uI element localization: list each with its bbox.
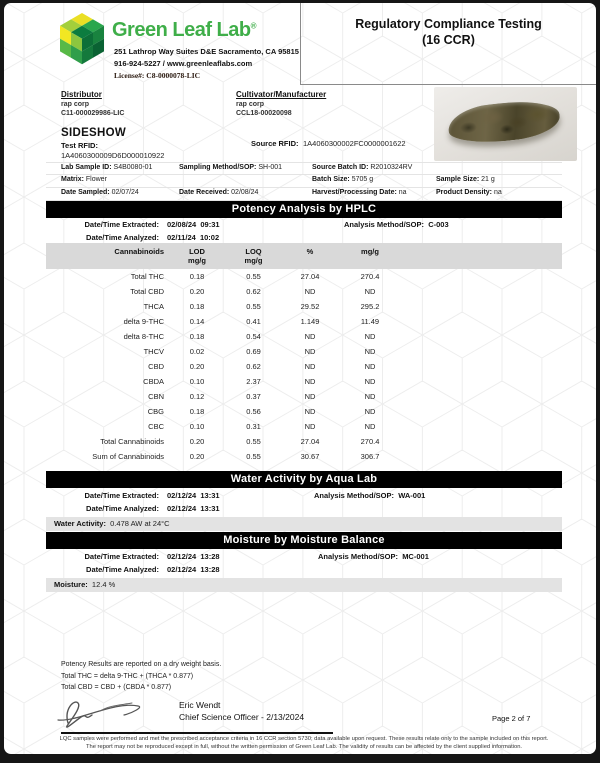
table-row <box>46 344 562 359</box>
sample-photo <box>434 87 577 161</box>
table-row <box>46 299 562 314</box>
product-density-value: na <box>493 189 502 196</box>
signature-divider <box>61 732 333 734</box>
cannabinoid-value: ND <box>364 407 376 416</box>
cannabinoid-value: 0.18 <box>189 302 205 311</box>
moisture-section-header: Moisture by Moisture Balance <box>46 532 562 549</box>
signer-title: Chief Science Officer - 2/13/2024 <box>179 712 305 722</box>
water-method-label: Analysis Method/SOP: <box>314 491 399 500</box>
cannabinoid-name: CBDA <box>143 377 164 386</box>
potency-analyzed-value: 02/11/24 10:02 <box>167 233 220 242</box>
cannabinoid-value: 2.37 <box>246 377 261 386</box>
date-received-label: Date Received: <box>179 189 230 196</box>
cultivator-license: CCL18-00020098 <box>236 110 292 117</box>
matrix-label: Matrix: <box>61 176 84 183</box>
column-header-cannabinoids: Cannabinoids <box>114 247 164 256</box>
cannabinoid-name: Sum of Cannabinoids <box>92 452 164 461</box>
column-header-mgg: mg/g <box>361 247 379 256</box>
date-received-value: 02/08/24 <box>231 189 259 196</box>
total-thc-formula: Total THC = delta 9-THC + (THCA * 0.877) <box>61 673 194 680</box>
cannabinoid-value: ND <box>304 392 316 401</box>
cannabinoid-value: 0.55 <box>246 452 261 461</box>
distributor-name: rap corp <box>61 101 90 108</box>
source-rfid <box>251 133 406 151</box>
table-row <box>46 404 562 419</box>
cannabinoid-value: 0.10 <box>189 377 205 386</box>
cannabinoid-value: 27.04 <box>300 272 320 281</box>
distributor-license: C11-000029986-LIC <box>61 110 125 117</box>
cannabinoid-value: ND <box>364 392 376 401</box>
water-method-value: WA-001 <box>398 491 426 500</box>
cannabinoid-value: ND <box>304 287 316 296</box>
disclaimer-line1: LQC samples were performed and met the prescribed acceptance criteria in 16 CCR section 5730; data available upon request. These results relate only to the sample included on this report. <box>59 736 549 742</box>
sample-size-label: Sample Size: <box>436 176 480 183</box>
cannabinoid-name: delta 8-THC <box>123 332 164 341</box>
test-rfid-label: Test RFID: <box>61 141 98 150</box>
batch-size-label: Batch Size: <box>312 176 350 183</box>
column-header-loq: LOQ mg/g <box>244 247 263 265</box>
table-row <box>46 419 562 434</box>
total-cbd-formula: Total CBD = CBD + (CBDA * 0.877) <box>61 684 172 691</box>
lab-address: 251 Lathrop Way Suites D&E Sacramento, CA 95815 <box>114 47 299 56</box>
cannabinoid-value: ND <box>304 347 316 356</box>
cannabinoid-value: 0.20 <box>189 437 205 446</box>
lab-sample-id-label: Lab Sample ID: <box>61 164 112 171</box>
cannabinoid-value: 0.62 <box>246 287 261 296</box>
matrix-value: Flower <box>85 176 107 183</box>
moisture-extracted-value: 02/12/24 13:28 <box>167 552 220 561</box>
water-extracted-value: 02/12/24 13:31 <box>167 491 220 500</box>
cannabinoid-value: 0.62 <box>246 362 261 371</box>
harvest-date-label: Harvest/Processing Date: <box>312 189 397 196</box>
disclaimer-line2: The report may not be reproduced except in full, without the written permission of Green Leaf Lab. The validity of results can be affected by the client supplied information. <box>85 743 523 750</box>
potency-method-value: C-003 <box>428 220 449 229</box>
sampling-method-label: Sampling Method/SOP: <box>179 164 257 171</box>
sample-size-value: 21 g <box>481 176 495 183</box>
lab-phone-website: 916-924-5227 / www.greenleaflabs.com <box>114 59 253 68</box>
cultivator-name: rap corp <box>236 101 265 108</box>
cannabinoid-value: ND <box>364 422 376 431</box>
potency-analyzed-label: Date/Time Analyzed: <box>86 233 159 242</box>
source-rfid-value: 1A4060300002FC0000001622 <box>302 139 406 148</box>
cannabinoid-value: ND <box>364 377 376 386</box>
table-row <box>46 434 562 449</box>
moisture-result: Moisture: 12.4 % <box>46 578 562 592</box>
cannabinoid-name: delta 9-THC <box>123 317 164 326</box>
cannabinoid-name: Total THC <box>130 272 164 281</box>
cannabinoid-value: 0.18 <box>189 407 205 416</box>
cannabinoid-value: ND <box>304 332 316 341</box>
cannabinoid-name: Total Cannabinoids <box>100 437 164 446</box>
cannabinoid-name: CBD <box>148 362 164 371</box>
cannabinoid-value: 270.4 <box>360 272 380 281</box>
greenleaf-cube-logo-icon <box>56 9 108 67</box>
water-analyzed-value: 02/12/24 13:31 <box>167 504 220 513</box>
source-batch-id-label: Source Batch ID: <box>312 164 369 171</box>
cannabis-bud-image <box>446 97 561 146</box>
water-analyzed-label: Date/Time Analyzed: <box>86 504 159 513</box>
cannabinoid-value: ND <box>364 287 376 296</box>
batch-size-value: 5705 g <box>351 176 374 183</box>
potency-extracted-value: 02/08/24 09:31 <box>167 220 220 229</box>
table-row <box>46 314 562 329</box>
lab-sample-id-value: S4B0080-01 <box>113 164 153 171</box>
cannabinoid-value: 0.56 <box>246 407 261 416</box>
potency-table-header <box>46 243 562 269</box>
potency-extracted-row <box>46 220 562 233</box>
distributor-label: Distributor <box>61 90 102 99</box>
cannabinoid-value: ND <box>364 362 376 371</box>
water-analyzed-row <box>46 504 562 517</box>
distributor-block <box>61 90 124 117</box>
test-rfid-value: 1A4060300009D6D000010922 <box>61 151 165 160</box>
cannabinoid-name: Total CBD <box>130 287 164 296</box>
cultivator-block <box>236 90 326 117</box>
sample-info-row-2 <box>46 175 562 188</box>
lab-license: License#: C8-0000078-LIC <box>114 71 201 80</box>
table-row <box>46 269 562 284</box>
document-page <box>4 3 596 754</box>
product-density-label: Product Density: <box>436 189 493 196</box>
cannabinoid-value: 0.10 <box>189 422 205 431</box>
cannabinoid-value: 0.31 <box>246 422 261 431</box>
cannabinoid-value: 0.20 <box>189 287 205 296</box>
column-header-percent: % <box>306 247 314 256</box>
potency-method-label: Analysis Method/SOP: <box>344 220 429 229</box>
moisture-method-label: Analysis Method/SOP: <box>318 552 403 561</box>
cannabinoid-value: ND <box>304 407 316 416</box>
cannabinoid-value: 0.20 <box>189 452 205 461</box>
cannabinoid-value: ND <box>304 422 316 431</box>
report-title-line1: Regulatory Compliance Testing <box>355 17 542 31</box>
date-sampled-label: Date Sampled: <box>61 189 110 196</box>
sample-name: SIDESHOW <box>61 127 127 139</box>
cannabinoid-name: THCA <box>143 302 164 311</box>
cannabinoid-value: 0.55 <box>246 302 261 311</box>
moisture-extracted-label: Date/Time Extracted: <box>84 552 159 561</box>
cannabinoid-value: 1.149 <box>300 317 320 326</box>
cannabinoid-value: ND <box>364 347 376 356</box>
cannabinoid-value: 0.18 <box>189 332 205 341</box>
cannabinoid-value: 0.69 <box>246 347 261 356</box>
sample-info-row-3 <box>46 188 562 201</box>
registered-mark: ® <box>250 21 257 31</box>
moisture-analyzed-value: 02/12/24 13:28 <box>167 565 220 574</box>
cannabinoid-value: 0.18 <box>189 272 205 281</box>
source-rfid-label: Source RFID: <box>251 139 299 148</box>
signer-name: Eric Wendt <box>179 700 221 710</box>
cultivator-label: Cultivator/Manufacturer <box>236 90 327 99</box>
cannabinoid-value: 29.52 <box>300 302 320 311</box>
cannabinoid-value: ND <box>364 332 376 341</box>
moisture-method-value: MC-001 <box>402 552 429 561</box>
cannabinoid-value: 0.41 <box>246 317 261 326</box>
lab-name: Green Leaf Lab® <box>112 19 257 41</box>
table-row <box>46 374 562 389</box>
date-sampled-value: 02/07/24 <box>111 189 139 196</box>
water-extracted-row <box>46 491 562 504</box>
cannabinoid-value: 0.20 <box>189 362 205 371</box>
dry-weight-note: Potency Results are reported on a dry weight basis. <box>61 661 222 668</box>
table-row <box>46 284 562 299</box>
cannabinoid-value: 0.55 <box>246 272 261 281</box>
sample-info-row-1 <box>46 162 562 175</box>
disclaimer <box>34 736 574 751</box>
water-activity-section-header: Water Activity by Aqua Lab <box>46 471 562 488</box>
page-number: Page 2 of 7 <box>492 714 531 723</box>
cannabinoid-value: ND <box>304 362 316 371</box>
moisture-extracted-row <box>46 552 562 565</box>
table-row <box>46 359 562 374</box>
cannabinoid-value: 0.37 <box>246 392 261 401</box>
cannabinoid-value: 306.7 <box>360 452 380 461</box>
cannabinoid-value: 295.2 <box>360 302 380 311</box>
cannabinoid-value: 0.54 <box>246 332 261 341</box>
cannabinoid-name: CBC <box>148 422 164 431</box>
cannabinoid-name: CBG <box>147 407 164 416</box>
table-row <box>46 329 562 344</box>
cannabinoid-value: ND <box>304 377 316 386</box>
report-title-line2: (16 CCR) <box>422 33 475 47</box>
harvest-date-value: na <box>398 189 407 196</box>
moisture-analyzed-label: Date/Time Analyzed: <box>86 565 159 574</box>
cannabinoid-value: 27.04 <box>300 437 320 446</box>
cannabinoid-name: THCV <box>143 347 164 356</box>
cannabinoid-value: 0.14 <box>189 317 205 326</box>
cannabinoid-value: 0.55 <box>246 437 261 446</box>
report-title <box>300 3 596 85</box>
table-row <box>46 449 562 464</box>
potency-extracted-label: Date/Time Extracted: <box>84 220 159 229</box>
column-header-lod: LOD mg/g <box>188 247 206 265</box>
water-activity-result: Water Activity: 0.478 AW at 24°C <box>46 517 562 531</box>
source-batch-id-value: R2010324RV <box>370 164 413 171</box>
sampling-method-value: SH-001 <box>258 164 283 171</box>
cannabinoid-value: 0.02 <box>189 347 205 356</box>
water-extracted-label: Date/Time Extracted: <box>84 491 159 500</box>
table-row <box>46 389 562 404</box>
cannabinoid-value: 30.67 <box>300 452 320 461</box>
cannabinoid-value: 270.4 <box>360 437 380 446</box>
cannabinoid-name: CBN <box>148 392 164 401</box>
potency-table-body <box>46 269 562 464</box>
cannabinoid-value: 0.12 <box>189 392 205 401</box>
cannabinoid-value: 11.49 <box>360 317 380 326</box>
moisture-analyzed-row <box>46 565 562 578</box>
signature-image <box>54 693 169 733</box>
potency-section-header: Potency Analysis by HPLC <box>46 201 562 218</box>
